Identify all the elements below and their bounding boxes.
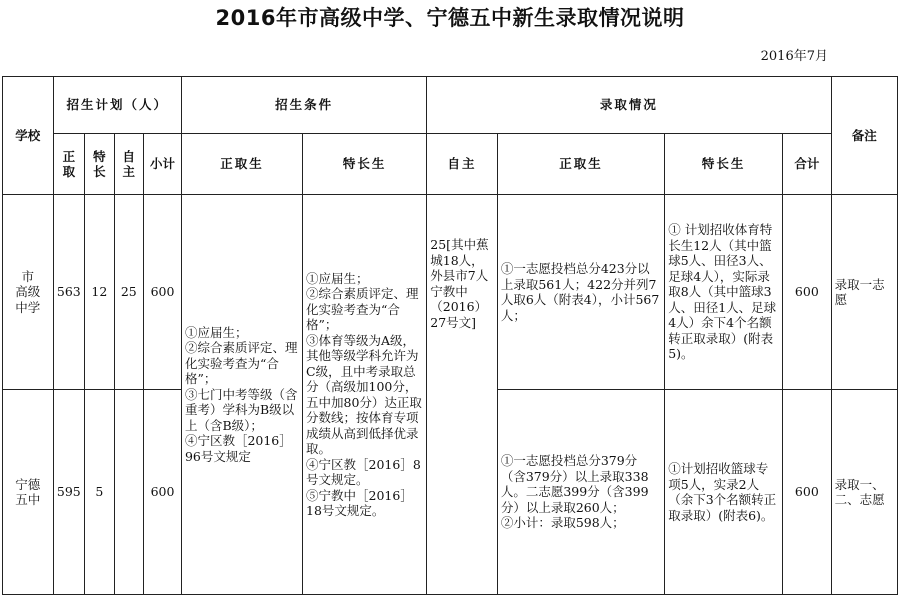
school-name: 宁德 五中: [3, 390, 54, 595]
cond-regular-text: ①应届生； ②综合素质评定、理化实验考查为“合格”； ③七门中考等级（含重考）学科为B级以上（含B级）； ④宁区教［2016］96号文规定: [181, 195, 302, 595]
plan-subtotal: 600: [144, 195, 182, 390]
header-plan-special: 特 长: [85, 134, 114, 195]
header-admission: 录取情况: [427, 77, 831, 134]
plan-regular-count: 563: [53, 195, 85, 390]
plan-self-count: 25: [114, 195, 143, 390]
header-adm-regular: 正取生: [497, 134, 664, 195]
header-cond-special: 特长生: [303, 134, 427, 195]
header-school: 学校: [3, 77, 54, 195]
adm-self-text: 25[其中蕉城18人，外县市7人宁教中（2016）27号文]: [427, 195, 498, 595]
admission-table: [2, 76, 898, 595]
page-title: 2016年市高级中学、宁德五中新生录取情况说明: [215, 6, 685, 30]
header-remark: 备注: [831, 77, 897, 195]
header-plan-regular: 正 取: [53, 134, 85, 195]
adm-regular-text: ①一志愿投档总分379分（含379分）以上录取338人。二志愿399分（含399分）以上录取260人； ②小计：录取598人；: [497, 390, 664, 595]
school-name: 市 高级 中学: [3, 195, 54, 390]
header-plan-self: 自 主: [114, 134, 143, 195]
adm-total: 600: [783, 390, 831, 595]
plan-special-count: 5: [85, 390, 114, 595]
header-conditions: 招生条件: [181, 77, 426, 134]
adm-regular-text: ①一志愿投档总分423分以上录取561人；422分并列7人取6人（附表4），小计567人；: [497, 195, 664, 390]
header-plan-subtotal: 小计: [144, 134, 182, 195]
plan-regular-count: 595: [53, 390, 85, 595]
header-cond-regular: 正取生: [181, 134, 302, 195]
table-row: [3, 195, 898, 390]
header-adm-special: 特长生: [665, 134, 783, 195]
adm-special-text: ①计划招收篮球专项5人，实录2人（余下3个名额转正取录取）(附表6)。: [665, 390, 783, 595]
plan-self-count: [114, 390, 143, 595]
header-adm-total: 合计: [783, 134, 831, 195]
remark-text: 录取一、二、志愿: [831, 390, 897, 595]
document-date: 2016年7月: [760, 49, 828, 64]
header-plan: 招生计划（人）: [53, 77, 181, 134]
adm-special-text: ① 计划招收体育特长生12人（其中篮球5人、田径3人、足球4人），实际录取8人（其中篮球3人、田径1人、足球4人）余下4个名额转正取录取）(附表5)。: [665, 195, 783, 390]
adm-total: 600: [783, 195, 831, 390]
plan-special-count: 12: [85, 195, 114, 390]
remark-text: 录取一志愿: [831, 195, 897, 390]
header-adm-self: 自主: [427, 134, 498, 195]
cond-special-text: ①应届生； ②综合素质评定、理化实验考查为“合格”； ③体育等级为A级，其他等级学科允许为C级，且中考录取总分（高级加100分，五中加80分）达正取分数线；按体育专项成绩从高到低择优录取。 ④宁区教［2016］8号文规定。 ⑤宁教中［2016］18号文规定。: [303, 195, 427, 595]
plan-subtotal: 600: [144, 390, 182, 595]
